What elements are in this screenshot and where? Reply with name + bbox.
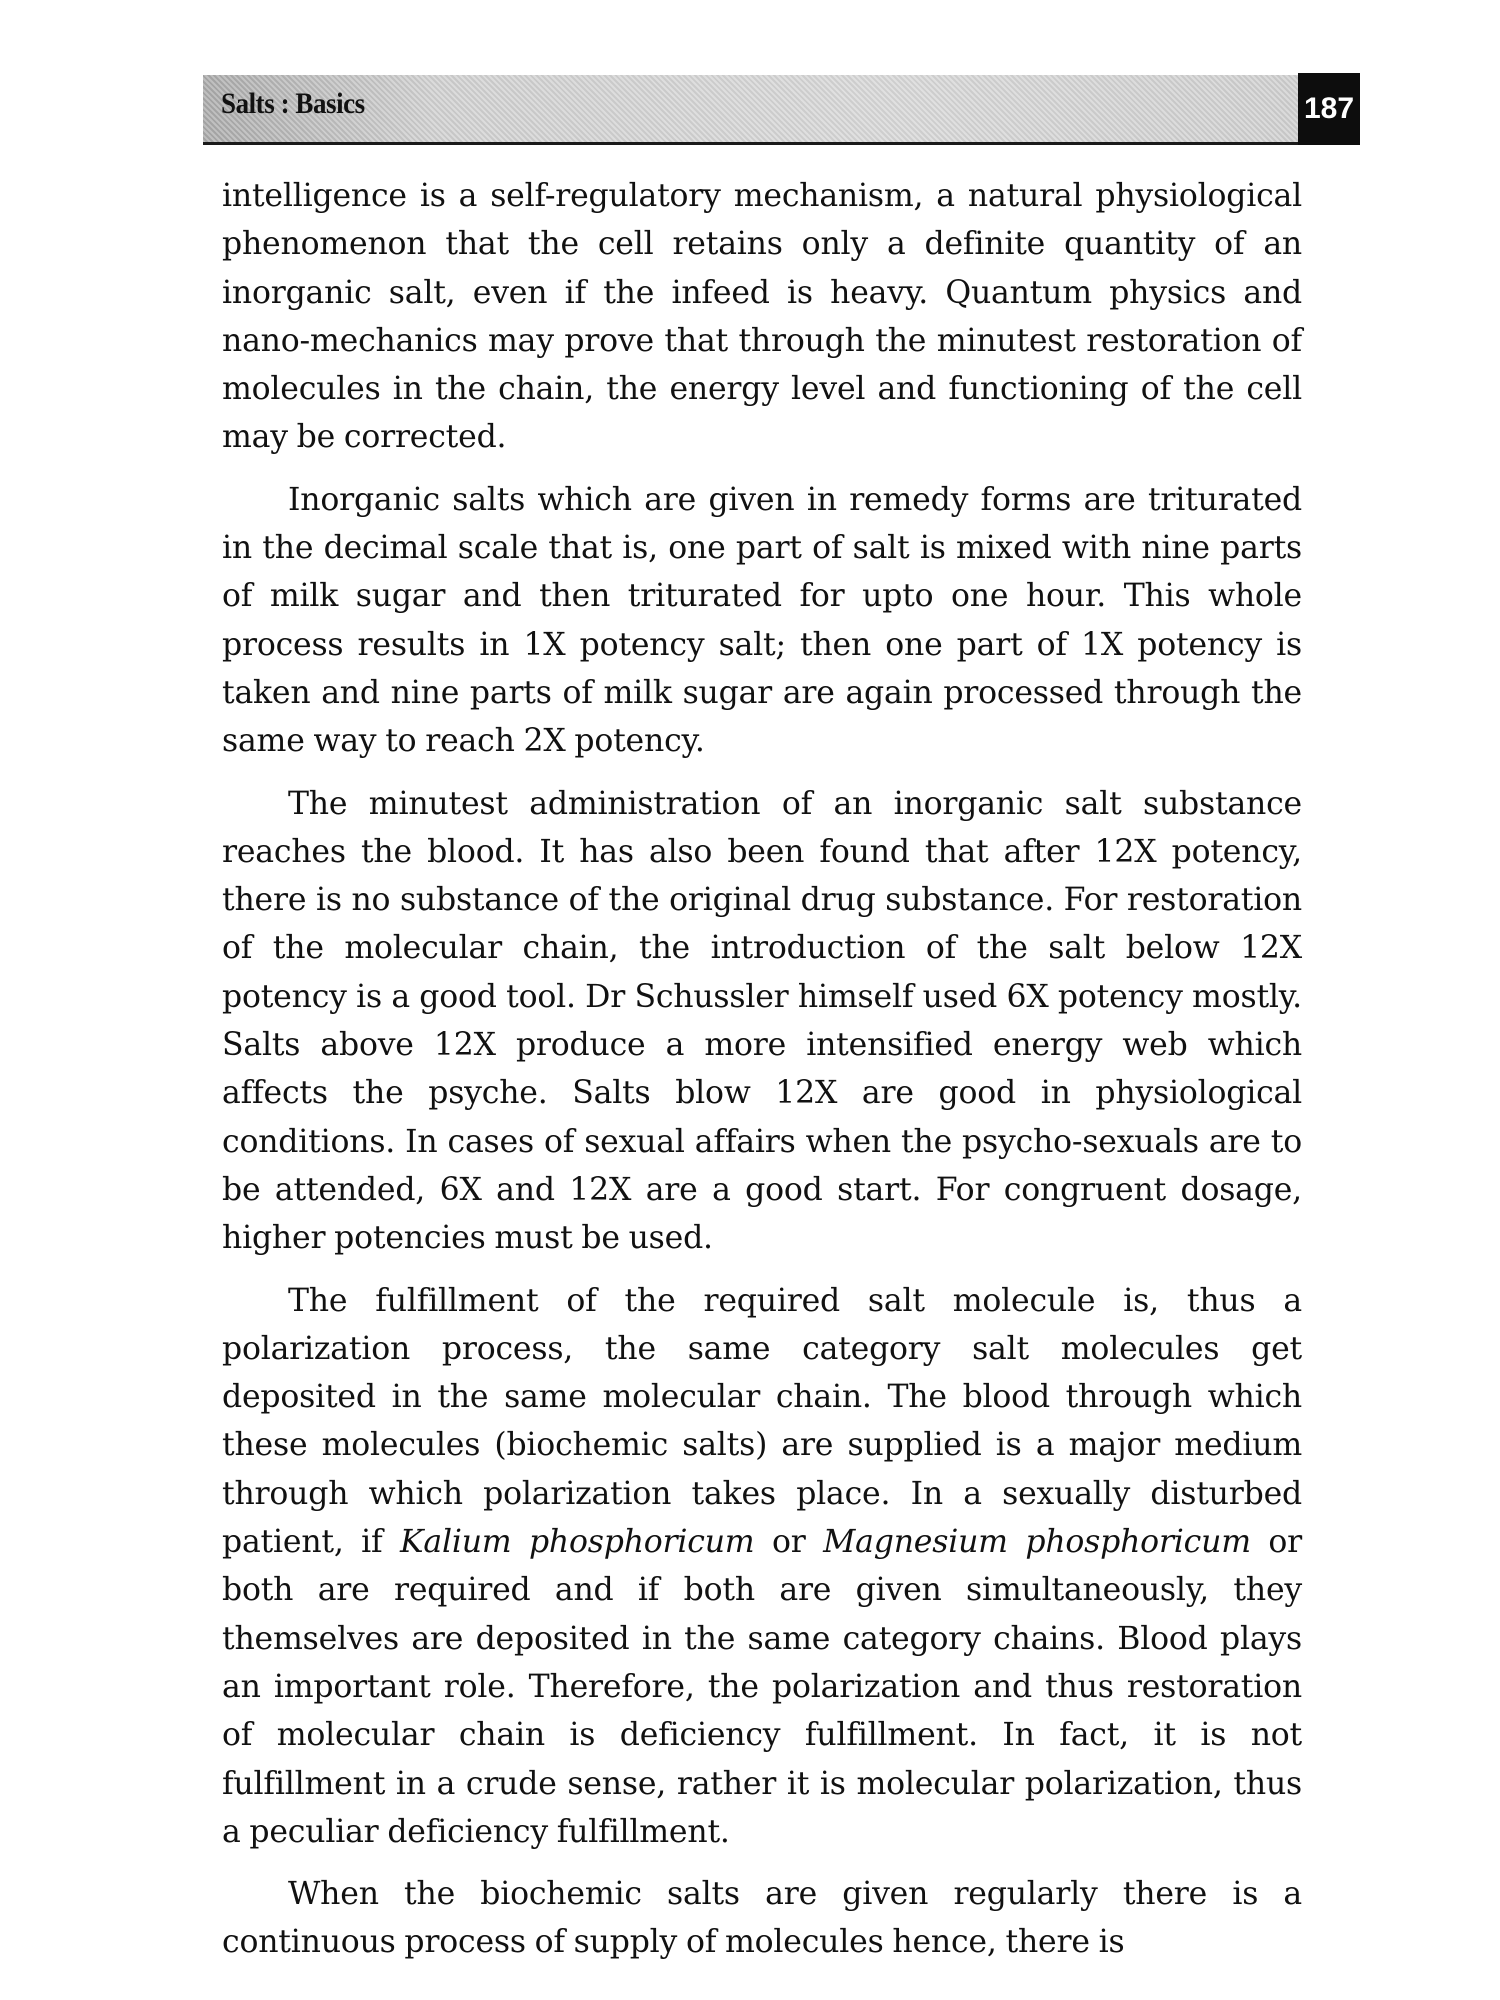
paragraph-5: When the biochemic salts are given regularly there is a continuous process of supply of molecules hence, there is <box>222 1876 1302 1961</box>
page-number: 187 <box>1303 92 1355 125</box>
paragraph-4-part-2: or <box>754 1524 824 1561</box>
magnesium-phosphoricum-term: Magnesium phosphoricum <box>823 1524 1251 1561</box>
running-head: Salts : Basics <box>221 87 365 120</box>
paragraph-2: Inorganic salts which are given in remedy forms are triturated in the decimal scale that is, one part of salt is mixed with nine parts of milk sugar and then triturated for upto one hour. This whole process results in 1X potency salt; then one part of 1X potency is taken and nine parts of milk sugar are again processed through the same way to reach 2X potency. <box>222 481 1302 760</box>
paragraph-4-part-3: or both are required and if both are given simultaneously, they themselves are deposited in the same category chains. Blood plays an important role. Therefore, the polarization and thus restoration of molecular chain is deficiency fulfillment. In fact, it is not fulfillment in a crude sense, rather it is molecular polarization, thus a peculiar deficiency fulfillment. <box>222 1524 1303 1850</box>
paragraph-4 <box>222 1277 1302 1857</box>
paragraph-4-part-1: The fulfillment of the required salt molecule is, thus a polarization process, the same category salt molecules get deposited in the same molecular chain. The blood through which these molecules (biochemic salts) are supplied is a major medium through which polarization takes place. In a sexually disturbed patient, if <box>222 1282 1302 1561</box>
paragraph-3: The minutest administration of an inorganic salt substance reaches the blood. It has also been found that after 12X potency, there is no substance of the original drug substance. For restoration of the molecular chain, the introduction of the salt below 12X potency is a good tool. Dr Schussler himself used 6X potency mostly. Salts above 12X produce a more intensified energy web which affects the psyche. Salts blow 12X are good in physiological conditions. In cases of sexual affairs when the psycho-sexuals are to be attended, 6X and 12X are a good start. For congruent dosage, higher potencies must be used. <box>222 785 1302 1257</box>
paragraph-1: intelligence is a self-regulatory mechanism, a natural physiological phenomenon that the cell retains only a definite quantity of an inorganic salt, even if the infeed is heavy. Quantum physics and nano-mechanics may prove that through the minutest restoration of molecules in the chain, the energy level and functioning of the cell may be corrected. <box>222 178 1302 456</box>
text-body <box>222 172 1302 1981</box>
page-header <box>203 75 1355 145</box>
page-number-box <box>1298 73 1360 145</box>
kalium-phosphoricum-term: Kalium phosphoricum <box>400 1524 755 1561</box>
